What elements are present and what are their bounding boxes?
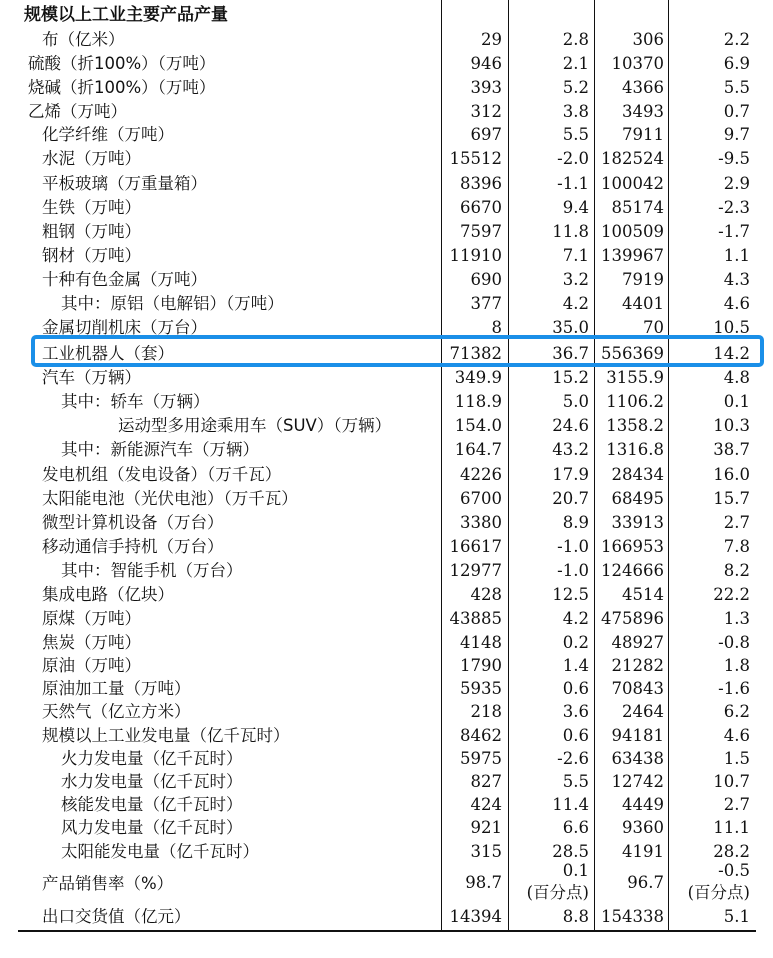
row-label: 太阳能发电量（亿千瓦时） [61, 842, 259, 861]
cell-value: -1.7 [718, 222, 750, 241]
cell-value: 4401 [622, 294, 664, 313]
cell-value: 3.8 [562, 102, 589, 121]
cell-value: 9.7 [723, 125, 750, 144]
cell-value: 85174 [611, 198, 664, 217]
cell-value: 10370 [611, 54, 664, 73]
cell-value: 9.4 [562, 198, 589, 217]
table-row [0, 583, 773, 607]
cell-value: 29 [481, 30, 502, 49]
cell-value: -0.5 [718, 861, 750, 880]
cell-value: 4191 [622, 842, 664, 861]
cell-value: 2.7 [723, 795, 750, 814]
table-row [0, 535, 773, 559]
table-row [0, 147, 773, 171]
cell-value: 4.3 [723, 270, 750, 289]
cell-value: 2.2 [723, 30, 750, 49]
table-row [0, 654, 773, 678]
cell-value: 11.4 [552, 795, 589, 814]
row-label: 水泥（万吨） [42, 149, 141, 168]
cell-value: 15.2 [552, 368, 589, 387]
cell-value: 315 [470, 842, 502, 861]
cell-note: (百分点) [687, 883, 750, 902]
cell-value: 2.9 [723, 174, 750, 193]
table-row [0, 414, 773, 438]
cell-value: 6.6 [562, 818, 589, 837]
cell-value: 4.6 [723, 294, 750, 313]
table-row [0, 100, 773, 124]
cell-value: 1.3 [723, 609, 750, 628]
cell-value: 70843 [611, 679, 664, 698]
cell-value: 697 [470, 125, 502, 144]
cell-value: 3155.9 [606, 368, 664, 387]
cell-value: 166953 [601, 537, 664, 556]
row-label: 天然气（亿立方米） [42, 702, 191, 721]
table-row [0, 268, 773, 292]
cell-value: 0.2 [562, 633, 589, 652]
cell-value: 3493 [622, 102, 664, 121]
cell-value: 20.7 [552, 489, 589, 508]
cell-value: 10.3 [713, 416, 750, 435]
cell-value: -1.1 [557, 174, 589, 193]
cell-value: -2.6 [557, 749, 589, 768]
cell-value: 0.6 [562, 679, 589, 698]
cell-note: (百分点) [526, 883, 589, 902]
cell-value: 1790 [460, 656, 502, 675]
cell-value: 7.1 [562, 246, 589, 265]
cell-value: 14.2 [713, 344, 750, 363]
cell-value: 28.2 [713, 842, 750, 861]
row-label: 发电机组（发电设备）（万千瓦） [42, 465, 282, 484]
row-label: 化学纤维（万吨） [42, 125, 174, 144]
table-row [0, 700, 773, 724]
row-label: 其中：原铝（电解铝）（万吨） [61, 294, 284, 313]
cell-value: 11.1 [713, 818, 750, 837]
cell-value: 4226 [460, 465, 502, 484]
cell-value: 14394 [449, 907, 502, 926]
cell-value: 921 [470, 818, 502, 837]
cell-value: 100042 [601, 174, 664, 193]
cell-value: 0.6 [562, 726, 589, 745]
table-row [0, 677, 773, 701]
cell-value: 827 [470, 772, 502, 791]
row-label: 出口交货值（亿元） [42, 907, 191, 926]
cell-value: 3380 [460, 513, 502, 532]
row-label: 移动通信手持机（万台） [42, 537, 224, 556]
cell-value: 70 [643, 318, 664, 337]
cell-value: 5.2 [562, 78, 589, 97]
cell-value: 8396 [460, 174, 502, 193]
cell-value: 5.5 [562, 772, 589, 791]
row-label: 钢材（万吨） [42, 246, 141, 265]
cell-value: 96.7 [627, 873, 664, 892]
cell-value: 154.0 [454, 416, 502, 435]
row-label: 火力发电量（亿千瓦时） [61, 749, 243, 768]
cell-value: 22.2 [713, 585, 750, 604]
cell-value: 15512 [449, 149, 502, 168]
row-label: 工业机器人（套） [42, 344, 174, 363]
table-row [0, 52, 773, 76]
table-row [0, 559, 773, 583]
row-label: 金属切削机床（万台） [42, 318, 207, 337]
cell-value: 16.0 [713, 465, 750, 484]
table-row [0, 76, 773, 100]
cell-value: 4.2 [562, 294, 589, 313]
row-label: 平板玻璃（万重量箱） [42, 174, 207, 193]
cell-value: 8.8 [562, 907, 589, 926]
table-row [0, 747, 773, 771]
table-row [0, 463, 773, 487]
cell-value: 12977 [449, 561, 502, 580]
cell-value: 8.2 [723, 561, 750, 580]
cell-value: 475896 [601, 609, 664, 628]
cell-value: -0.8 [718, 633, 750, 652]
cell-value: 1.1 [723, 246, 750, 265]
cell-value: 118.9 [454, 392, 502, 411]
row-label: 粗钢（万吨） [42, 222, 141, 241]
cell-value: 5935 [460, 679, 502, 698]
row-label: 烧碱（折100%）（万吨） [28, 78, 216, 97]
row-label: 集成电路（亿块） [42, 585, 174, 604]
cell-value: 377 [470, 294, 502, 313]
cell-value: 63438 [611, 749, 664, 768]
table-row [0, 607, 773, 631]
cell-value: 68495 [611, 489, 664, 508]
cell-value: 946 [470, 54, 502, 73]
cell-value: 139967 [601, 246, 664, 265]
cell-value: 7911 [622, 125, 664, 144]
table-row [0, 196, 773, 220]
cell-value: 10.5 [713, 318, 750, 337]
cell-value: 6.9 [723, 54, 750, 73]
cell-value: 4.8 [723, 368, 750, 387]
cell-value: 2.1 [562, 54, 589, 73]
cell-value: 2.8 [562, 30, 589, 49]
table-row [0, 631, 773, 655]
cell-value: 428 [470, 585, 502, 604]
cell-value: -2.3 [718, 198, 750, 217]
cell-value: 690 [470, 270, 502, 289]
table-row [0, 724, 773, 748]
cell-value: -9.5 [718, 149, 750, 168]
table-row [0, 292, 773, 316]
cell-value: 16617 [449, 537, 502, 556]
cell-value: -1.6 [718, 679, 750, 698]
cell-value: 6.2 [723, 702, 750, 721]
row-label: 其中：新能源汽车（万辆） [61, 440, 259, 459]
cell-value: 154338 [601, 907, 664, 926]
cell-value: 5.1 [723, 907, 750, 926]
cell-value: 94181 [611, 726, 664, 745]
highlight-box [31, 335, 764, 367]
cell-value: 7597 [460, 222, 502, 241]
cell-value: 4449 [622, 795, 664, 814]
cell-value: 10.7 [713, 772, 750, 791]
cell-value: 4.2 [562, 609, 589, 628]
cell-value: 9360 [622, 818, 664, 837]
table-row [0, 816, 773, 840]
table-row [0, 770, 773, 794]
cell-value: 306 [632, 30, 664, 49]
cell-value: 2.7 [723, 513, 750, 532]
row-label: 硫酸（折100%）（万吨） [28, 54, 216, 73]
cell-value: 3.2 [562, 270, 589, 289]
cell-value: 556369 [601, 344, 664, 363]
table-row [0, 220, 773, 244]
table-row [0, 172, 773, 196]
table-title: 规模以上工业主要产品产量 [24, 5, 228, 25]
cell-value: 28434 [611, 465, 664, 484]
row-label: 汽车（万辆） [42, 368, 141, 387]
cell-value: 33913 [611, 513, 664, 532]
row-label: 原油加工量（万吨） [42, 679, 191, 698]
cell-value: 164.7 [454, 440, 502, 459]
row-label: 太阳能电池（光伏电池）（万千瓦） [42, 489, 298, 508]
cell-value: 3.6 [562, 702, 589, 721]
cell-value: 35.0 [552, 318, 589, 337]
table-row [0, 366, 773, 390]
table-row [0, 793, 773, 817]
cell-value: 15.7 [713, 489, 750, 508]
cell-value: 5.5 [723, 78, 750, 97]
cell-value: 218 [470, 702, 502, 721]
row-label: 微型计算机设备（万台） [42, 513, 224, 532]
cell-value: -2.0 [557, 149, 589, 168]
table-row [0, 487, 773, 511]
cell-value: 6670 [460, 198, 502, 217]
row-label: 十种有色金属（万吨） [42, 270, 207, 289]
cell-value: 424 [470, 795, 502, 814]
cell-value: -1.0 [557, 537, 589, 556]
table-row [0, 28, 773, 52]
cell-value: 349.9 [454, 368, 502, 387]
table-row [0, 244, 773, 268]
cell-value: 182524 [601, 149, 664, 168]
table-row [0, 438, 773, 462]
row-label: 风力发电量（亿千瓦时） [61, 818, 243, 837]
cell-value: 8 [491, 318, 502, 337]
row-label: 其中：轿车（万辆） [61, 392, 210, 411]
row-label: 水力发电量（亿千瓦时） [61, 772, 243, 791]
cell-value: 0.7 [723, 102, 750, 121]
cell-value: 8.9 [562, 513, 589, 532]
cell-value: 100509 [601, 222, 664, 241]
cell-value: 0.1 [562, 861, 589, 880]
cell-value: 21282 [611, 656, 664, 675]
cell-value: 12742 [611, 772, 664, 791]
cell-value: 43885 [449, 609, 502, 628]
cell-value: 71382 [449, 344, 502, 363]
row-label: 焦炭（万吨） [42, 633, 141, 652]
row-label: 产品销售率（%） [42, 874, 174, 893]
table-row [0, 511, 773, 535]
cell-value: 38.7 [713, 440, 750, 459]
table-row [0, 123, 773, 147]
table-row-sales-rate [0, 860, 773, 908]
cell-value: 5.5 [562, 125, 589, 144]
row-label: 规模以上工业发电量（亿千瓦时） [42, 726, 290, 745]
cell-value: 4148 [460, 633, 502, 652]
cell-value: -1.0 [557, 561, 589, 580]
cell-value: 5975 [460, 749, 502, 768]
cell-value: 1316.8 [606, 440, 664, 459]
row-label: 乙烯（万吨） [28, 102, 127, 121]
cell-value: 28.5 [552, 842, 589, 861]
cell-value: 1.4 [562, 656, 589, 675]
table-row [0, 390, 773, 414]
cell-value: 1.5 [723, 749, 750, 768]
cell-value: 1358.2 [606, 416, 664, 435]
row-label: 原煤（万吨） [42, 609, 141, 628]
cell-value: 36.7 [552, 344, 589, 363]
cell-value: 43.2 [552, 440, 589, 459]
cell-value: 24.6 [552, 416, 589, 435]
cell-value: 7919 [622, 270, 664, 289]
cell-value: 393 [470, 78, 502, 97]
cell-value: 17.9 [552, 465, 589, 484]
cell-value: 124666 [601, 561, 664, 580]
cell-value: 11.8 [552, 222, 589, 241]
row-label: 核能发电量（亿千瓦时） [61, 795, 243, 814]
cell-value: 6700 [460, 489, 502, 508]
table-bottom-rule [18, 930, 756, 932]
cell-value: 2464 [622, 702, 664, 721]
cell-value: 7.8 [723, 537, 750, 556]
row-label: 原油（万吨） [42, 656, 141, 675]
cell-value: 0.1 [723, 392, 750, 411]
cell-value: 98.7 [465, 873, 502, 892]
row-label: 生铁（万吨） [42, 198, 141, 217]
cell-value: 1106.2 [606, 392, 664, 411]
cell-value: 12.5 [552, 585, 589, 604]
cell-value: 4366 [622, 78, 664, 97]
cell-value: 4514 [622, 585, 664, 604]
cell-value: 1.8 [723, 656, 750, 675]
cell-value: 4.6 [723, 726, 750, 745]
cell-value: 48927 [611, 633, 664, 652]
cell-value: 312 [470, 102, 502, 121]
row-label: 运动型多用途乘用车（SUV）（万辆） [118, 416, 392, 435]
table-row-export [0, 905, 773, 929]
cell-value: 8462 [460, 726, 502, 745]
cell-value: 5.0 [562, 392, 589, 411]
row-label: 布（亿米） [42, 30, 125, 49]
cell-value: 11910 [449, 246, 502, 265]
row-label: 其中：智能手机（万台） [61, 561, 243, 580]
